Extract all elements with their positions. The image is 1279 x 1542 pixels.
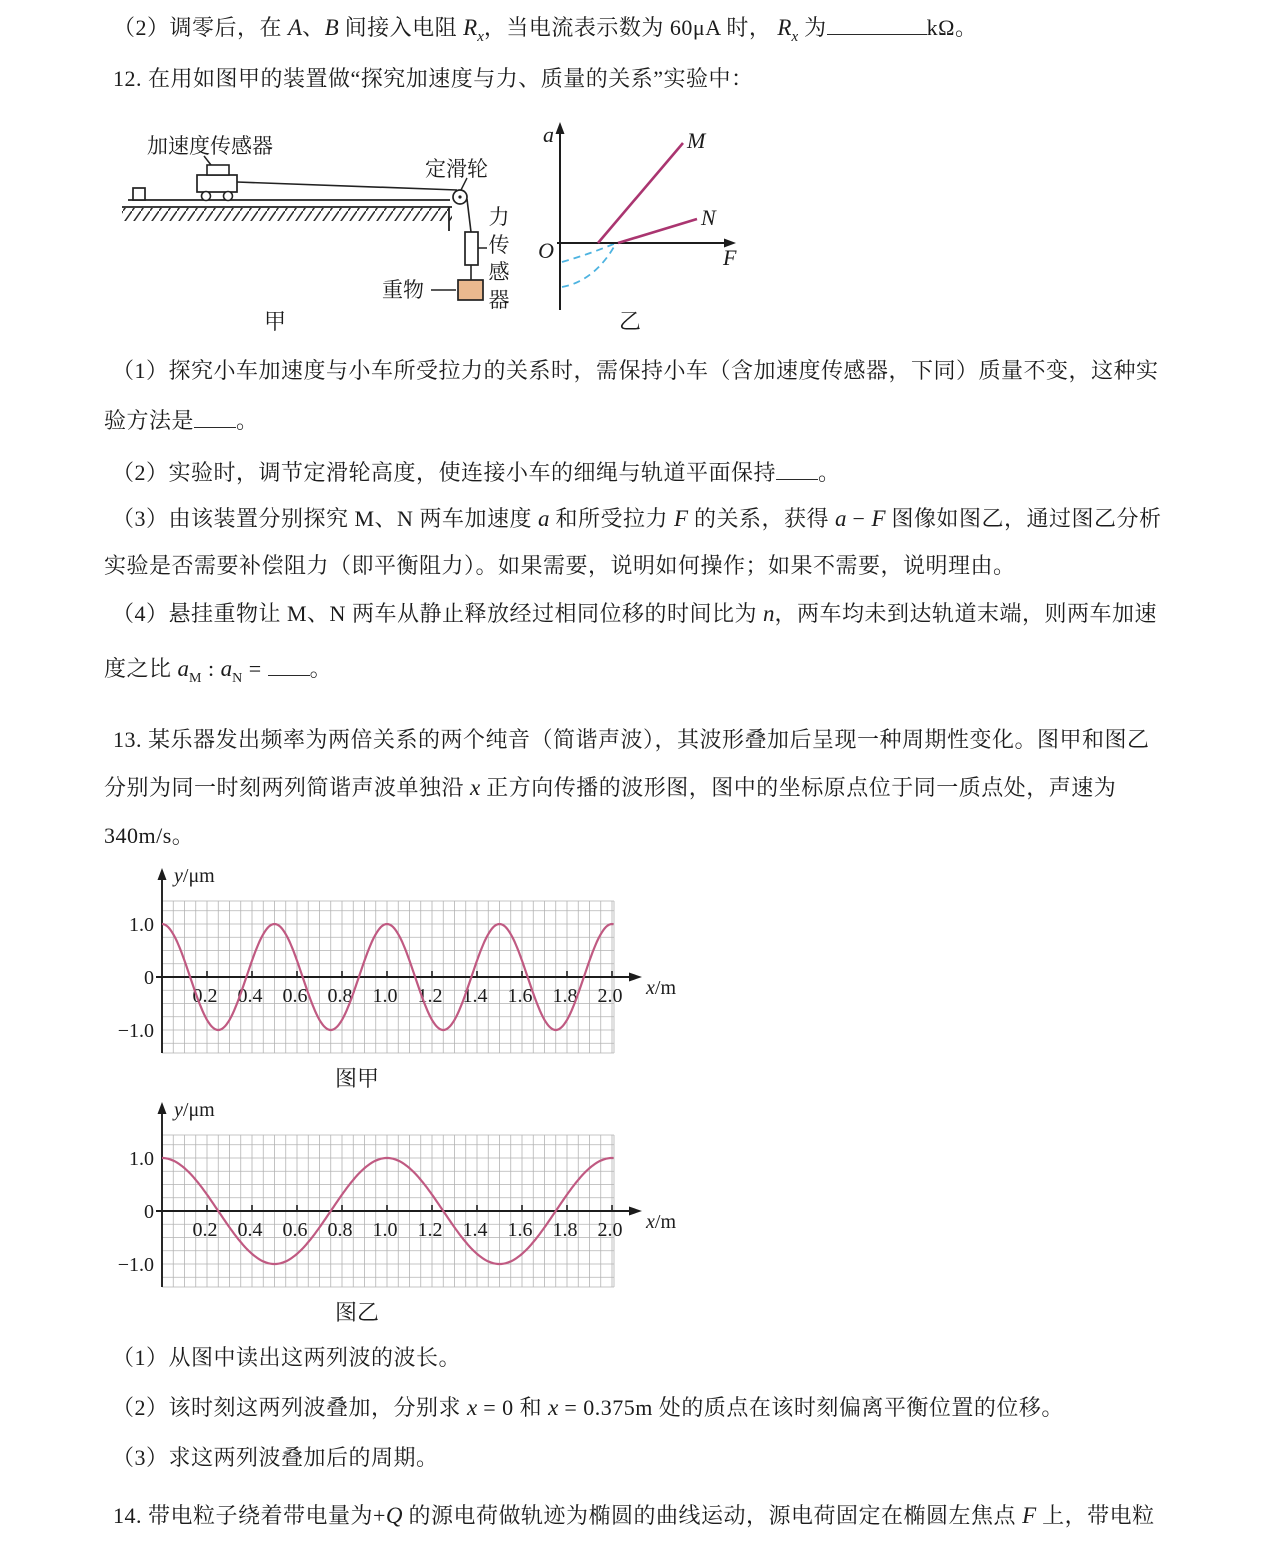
q13-p2-line (112, 1394, 1064, 1422)
var-x: x (548, 1395, 559, 1420)
text-run: − (846, 506, 872, 531)
text-run: 分别为同一时刻两列简谐声波单独沿 (104, 775, 471, 800)
x-tick-label: 1.2 (417, 985, 443, 1007)
text-run: : (201, 656, 221, 682)
text-run: （2）该时刻这两列波叠加，分别求 (112, 1395, 468, 1420)
text-run: 间接入电阻 (338, 15, 464, 41)
q12-p3-line1 (112, 505, 1162, 533)
var-x: x (467, 1395, 478, 1420)
y-tick-label: −1.0 (117, 1020, 154, 1042)
text-run: 度之比 (104, 656, 178, 682)
q12-p4-line2 (104, 652, 332, 693)
var-Q: Q (385, 1503, 403, 1528)
x-tick-label: 1.6 (507, 1219, 533, 1241)
var-a: a (835, 506, 847, 531)
text-run: 实验是否需要补偿阻力（即平衡阻力）。如果需要，说明如何操作；如果不需要，说明理由。 (104, 553, 1016, 578)
text-run: ，两车均未到达轨道末端，则两车加速 (774, 601, 1157, 626)
weight-label: 重物 (382, 278, 424, 302)
var-A: A (288, 15, 303, 41)
x-tick-label: 1.6 (507, 985, 533, 1007)
var-a: a (537, 506, 550, 531)
q14-intro-line (113, 1502, 1155, 1530)
x-tick-label: 0.6 (282, 985, 308, 1007)
var-R: R (463, 15, 478, 41)
accel-sensor-label: 加速度传感器 (147, 134, 273, 158)
q12-p3-line2 (104, 552, 1016, 580)
text-run: 上，带电粒 (1036, 1503, 1155, 1528)
text-run: 、 (302, 15, 325, 41)
string (237, 182, 457, 190)
x-tick-label: 0.6 (282, 1219, 308, 1241)
wave-chart-jia (110, 855, 710, 1065)
x-axis-arrow (629, 1207, 642, 1216)
text-run: 14. 带电粒子绕着带电量为+ (113, 1503, 386, 1528)
text-run: 的关系，获得 (688, 506, 836, 531)
apparatus-diagram (105, 120, 550, 335)
F-axis-label: F (723, 245, 737, 270)
x-axis-title: x/m (646, 977, 677, 999)
text-run: （1）从图中读出这两列波的波长。 (112, 1345, 462, 1370)
text-run: （3）由该装置分别探究 M、N 两车加速度 (112, 506, 538, 531)
pulley-label: 定滑轮 (425, 157, 488, 181)
text-run: kΩ。 (926, 15, 978, 41)
y-axis-arrow (158, 1102, 167, 1114)
x-tick-label: 0.4 (237, 1219, 263, 1241)
text-run: （2）实验时，调节定滑轮高度，使连接小车的细绳与轨道平面保持 (112, 460, 777, 486)
apparatus-caption: 甲 (263, 309, 286, 334)
text-run: = (242, 656, 268, 682)
aF-graph-caption: 乙 (618, 309, 641, 334)
weight-box (458, 280, 483, 300)
accel-sensor-box (207, 165, 229, 175)
cart-body (197, 175, 237, 192)
answer-blank (194, 404, 236, 428)
cart-wheel (224, 192, 233, 201)
cart-wheel (202, 192, 211, 201)
x-axis-arrow (629, 973, 642, 982)
end-stop-block (133, 188, 145, 200)
q13-p3-line (112, 1444, 439, 1472)
x-tick-label: 1.2 (417, 1219, 443, 1241)
dashed-extrapolation-N (562, 243, 616, 287)
y-axis-title: y/μm (174, 1099, 215, 1121)
a-F-graph (530, 115, 745, 330)
x-tick-label: 1.4 (462, 1219, 488, 1241)
q12-p1-line1 (112, 357, 1159, 385)
text-run: 。 (309, 656, 333, 682)
answer-blank (776, 456, 818, 480)
line-N (618, 219, 697, 243)
x-tick-label: 0.8 (327, 985, 353, 1007)
answer-blank (827, 11, 927, 35)
y-tick-label: 0 (144, 1201, 154, 1223)
y-tick-label: −1.0 (117, 1254, 154, 1276)
var-F: F (871, 506, 886, 531)
y-tick-label: 1.0 (129, 914, 154, 936)
y-tick-label: 1.0 (129, 1148, 154, 1170)
text-run: 图像如图乙，通过图乙分析 (885, 506, 1162, 531)
text-run: = 0 和 (477, 1395, 549, 1420)
x-tick-label: 1.4 (462, 985, 488, 1007)
var-B: B (324, 15, 339, 41)
text-run: 为 (798, 15, 827, 41)
line-M-label: M (687, 128, 706, 153)
force-sensor-box (465, 232, 478, 265)
text-run: 340m/s。 (104, 823, 195, 848)
q11-part2-line (113, 11, 978, 51)
text-run: （3）求这两列波叠加后的周期。 (112, 1445, 439, 1470)
sub-M: M (189, 671, 202, 687)
x-tick-label: 1.0 (372, 1219, 398, 1241)
var-x: x (470, 775, 481, 800)
q12-p2-line (112, 456, 841, 487)
q13-intro-line2 (104, 774, 1116, 802)
text-run: 13. 某乐器发出频率为两倍关系的两个纯音（简谐声波），其波形叠加后呈现一种周期性变化。图甲和图乙 (113, 727, 1150, 752)
text-run: 。 (236, 408, 259, 434)
var-n: n (762, 601, 775, 626)
text-run: 正方向传播的波形图，图中的坐标原点位于同一质点处，声速为 (480, 775, 1117, 800)
var-R: R (777, 15, 792, 41)
x-axis-title: x/m (646, 1211, 677, 1233)
x-tick-label: 1.8 (552, 985, 578, 1007)
x-tick-label: 0.4 (237, 985, 263, 1007)
ground-hatching (122, 208, 452, 221)
line-N-label: N (701, 205, 716, 230)
text-run: = 0.375m 处的质点在该时刻偏离平衡位置的位移。 (558, 1395, 1064, 1420)
text-run: （1）探究小车加速度与小车所受拉力的关系时，需保持小车（含加速度传感器，下同）质量不变，这种实 (112, 358, 1159, 383)
wave-chart-yi (110, 1089, 710, 1299)
q13-p1-line (112, 1344, 461, 1372)
x-tick-label: 0.2 (192, 1219, 218, 1241)
y-axis-title: y/μm (174, 865, 215, 887)
pulley-hub (458, 195, 461, 198)
text-run: 的源电荷做轨迹为椭圆的曲线运动，源电荷固定在椭圆左焦点 (402, 1503, 1023, 1528)
text-run: 和所受拉力 (549, 506, 674, 531)
wave-chart-yi-caption: 图乙 (334, 1300, 379, 1325)
a-axis-arrow (556, 122, 565, 134)
sub-N: N (232, 671, 243, 687)
x-tick-label: 1.0 (372, 985, 398, 1007)
text-run: 。 (818, 460, 841, 486)
var-a: a (177, 656, 190, 682)
x-tick-label: 0.2 (192, 985, 218, 1007)
a-axis-label: a (543, 122, 554, 147)
y-tick-label: 0 (144, 967, 154, 989)
x-tick-label: 2.0 (597, 985, 623, 1007)
q12-p1-line2 (104, 404, 259, 435)
y-axis-arrow (158, 868, 167, 880)
text-run: （2）调零后，在 (113, 15, 289, 41)
answer-blank (268, 652, 310, 676)
dashed-extrapolation-M (562, 243, 616, 262)
var-F: F (673, 506, 689, 531)
text-run: 12. 在用如图甲的装置做“探究加速度与力、质量的关系”实验中： (113, 66, 754, 91)
string-vertical (467, 199, 471, 232)
var-R-sub-x: x (477, 29, 484, 46)
text-run: （4）悬挂重物让 M、N 两车从静止释放经过相同位移的时间比为 (112, 601, 763, 626)
q12-p4-line1 (112, 600, 1157, 628)
x-tick-label: 2.0 (597, 1219, 623, 1241)
x-tick-label: 1.8 (552, 1219, 578, 1241)
q13-intro-line3 (104, 822, 194, 850)
force-sensor-label: 力传感器 (488, 205, 510, 312)
q13-intro-line1 (113, 726, 1150, 754)
text-run: 验方法是 (104, 408, 195, 434)
wave-chart-jia-caption: 图甲 (334, 1066, 379, 1091)
var-F: F (1022, 1503, 1037, 1528)
origin-label: O (538, 238, 554, 263)
var-a: a (220, 656, 233, 682)
var-R-sub-x: x (791, 29, 799, 46)
text-run: ，当电流表示数为 60μA 时， (483, 15, 778, 41)
x-tick-label: 0.8 (327, 1219, 353, 1241)
q12-intro-line (113, 65, 754, 93)
